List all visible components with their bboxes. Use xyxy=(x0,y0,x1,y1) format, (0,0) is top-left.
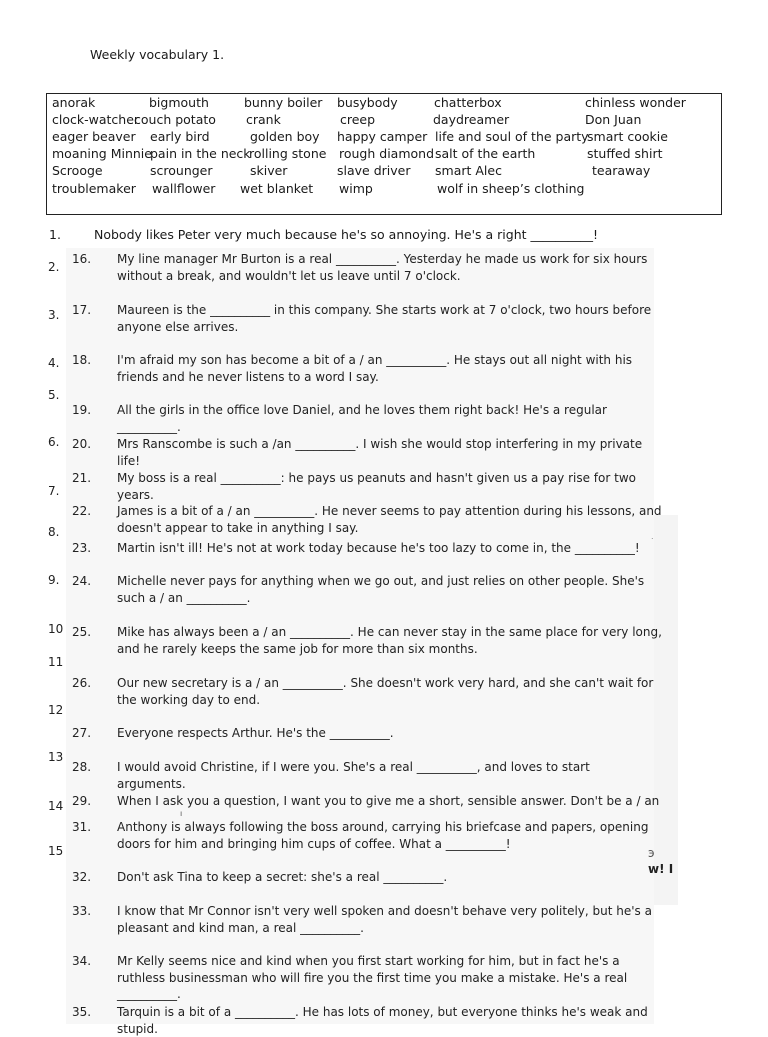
margin-line-number: 8. xyxy=(48,525,60,539)
question-number: 1. xyxy=(49,227,61,242)
vocab-word: happy camper xyxy=(337,129,428,144)
question-number: 24. xyxy=(72,574,92,588)
vocab-word: crank xyxy=(246,112,281,127)
question-number: 28. xyxy=(72,760,92,774)
worksheet-title: Weekly vocabulary 1. xyxy=(90,47,225,62)
question-text: My line manager Mr Burton is a real __________. Yesterday he made us work for six hours without a break, and wouldn't let us leave until 7 o'clock. xyxy=(117,252,648,283)
vocab-word: couch potato xyxy=(134,112,216,127)
vocab-word: life and soul of the party xyxy=(435,129,589,144)
vocab-word: smart Alec xyxy=(435,163,502,178)
question-number: 17. xyxy=(72,303,92,317)
vocab-word: tearaway xyxy=(592,163,651,178)
vocab-word: slave driver xyxy=(337,163,411,178)
question-number: 32. xyxy=(72,870,92,884)
vocab-word: busybody xyxy=(337,95,398,110)
stray-dot: . xyxy=(651,532,654,541)
question-text: My boss is a real __________: he pays us peanuts and hasn't given us a pay rise for two years. xyxy=(117,471,636,502)
vocab-word: skiver xyxy=(250,163,288,178)
stray-mark: ı xyxy=(180,809,183,818)
fragment-line-1: э xyxy=(648,846,655,860)
margin-line-number: 15 xyxy=(48,844,64,858)
question-number: 35. xyxy=(72,1005,92,1019)
question-number: 25. xyxy=(72,625,92,639)
margin-line-number: 10 xyxy=(48,622,64,636)
vocab-word: salt of the earth xyxy=(435,146,536,161)
question-number: 21. xyxy=(72,471,92,485)
vocab-word: wimp xyxy=(339,181,373,196)
question-number: 34. xyxy=(72,954,92,968)
question-number: 23. xyxy=(72,541,92,555)
margin-line-number: 5. xyxy=(48,388,60,402)
vocab-word: daydreamer xyxy=(433,112,510,127)
vocab-word: wet blanket xyxy=(240,181,314,196)
question-text: Mrs Ranscombe is such a /an __________. I wish she would stop interfering in my private life! xyxy=(117,437,643,468)
question-text: Anthony is always following the boss around, carrying his briefcase and papers, opening doors for him and bringing him cups of coffee. What a __________! xyxy=(117,820,649,851)
question-number: 33. xyxy=(72,904,92,918)
question-text: Don't ask Tina to keep a secret: she's a real __________. xyxy=(117,870,448,884)
question-1 xyxy=(49,227,599,242)
question-text: I know that Mr Connor isn't very well spoken and doesn't behave very politely, but he's a pleasant and kind man, a real __________. xyxy=(117,904,652,935)
vocab-word: bunny boiler xyxy=(244,95,323,110)
question-number: 22. xyxy=(72,504,92,518)
question-text: James is a bit of a / an __________. He never seems to pay attention during his lessons, and doesn't appear to take in anything I say. xyxy=(117,504,662,535)
question-text: Michelle never pays for anything when we go out, and just relies on other people. She's such a / an __________. xyxy=(117,574,645,605)
vocab-word: Scrooge xyxy=(52,163,103,178)
question-number: 29. xyxy=(72,794,92,808)
vocab-word: smart cookie xyxy=(587,129,668,144)
vocab-word: bigmouth xyxy=(149,95,209,110)
question-text: All the girls in the office love Daniel, and he loves them right back! He's a regular __________. xyxy=(117,403,607,434)
vocab-word: chatterbox xyxy=(434,95,502,110)
vocab-word: scrounger xyxy=(150,163,213,178)
question-text: I'm afraid my son has become a bit of a / an __________. He stays out all night with his friends and he never listens to a word I say. xyxy=(117,353,633,384)
vocab-word: troublemaker xyxy=(52,181,136,196)
question-text: Nobody likes Peter very much because he's so annoying. He's a right __________! xyxy=(94,227,599,242)
question-number: 27. xyxy=(72,726,92,740)
vocab-word: clock-watcher xyxy=(52,112,140,127)
question-number: 31. xyxy=(72,820,92,834)
question-text: Maureen is the __________ in this company. She starts work at 7 o'clock, two hours before anyone else arrives. xyxy=(117,303,652,334)
margin-line-number: 14 xyxy=(48,799,64,813)
vocab-word: chinless wonder xyxy=(585,95,686,110)
margin-line-number: 7. xyxy=(48,484,60,498)
vocab-word: moaning Minnie xyxy=(52,146,152,161)
vocab-word: early bird xyxy=(150,129,210,144)
margin-line-number: 2. xyxy=(48,260,60,274)
vocab-word: Don Juan xyxy=(585,112,642,127)
margin-line-number: 4. xyxy=(48,356,60,370)
margin-line-number: 6. xyxy=(48,435,60,449)
question-number: 19. xyxy=(72,403,92,417)
question-number: 16. xyxy=(72,252,92,266)
question-text: When I ask you a question, I want you to give me a short, sensible answer. Don't be a / an xyxy=(117,794,660,808)
vocab-word: stuffed shirt xyxy=(587,146,663,161)
question-number: 20. xyxy=(72,437,92,451)
margin-line-number: 11 xyxy=(48,655,64,669)
margin-line-number: 3. xyxy=(48,308,60,322)
margin-line-number: 12 xyxy=(48,703,64,717)
question-text: Tarquin is a bit of a __________. He has lots of money, but everyone thinks he's weak and stupid. xyxy=(117,1005,648,1036)
vocab-word: eager beaver xyxy=(52,129,136,144)
vocab-word: rolling stone xyxy=(249,146,327,161)
question-number: 26. xyxy=(72,676,92,690)
question-number: 18. xyxy=(72,353,92,367)
vocab-word: wolf in sheep’s clothing xyxy=(437,181,585,196)
question-text: Everyone respects Arthur. He's the __________. xyxy=(117,726,394,740)
margin-line-number: 13 xyxy=(48,750,64,764)
vocab-word: rough diamond xyxy=(339,146,435,161)
cropped-text-fragment xyxy=(648,845,673,877)
vocab-word: pain in the neck xyxy=(150,146,251,161)
vocab-word: creep xyxy=(340,112,376,127)
question-text: Our new secretary is a / an __________. She doesn't work very hard, and she can't wait for the working day to end. xyxy=(117,676,654,707)
question-text: Martin isn't ill! He's not at work today because he's too lazy to come in, the __________! xyxy=(117,541,640,555)
vocab-word: wallflower xyxy=(152,181,216,196)
vocab-word: anorak xyxy=(52,95,96,110)
margin-line-number: 9. xyxy=(48,573,60,587)
fragment-line-2: w! I xyxy=(648,862,674,876)
question-text: Mr Kelly seems nice and kind when you first start working for him, but in fact he's a ruthless businessman who will fire you the first time you make a mistake. He's a real __________. xyxy=(117,954,628,1001)
vocab-word: golden boy xyxy=(250,129,320,144)
question-text: I would avoid Christine, if I were you. She's a real __________, and loves to start arguments. xyxy=(117,760,590,791)
vocabulary-box xyxy=(46,93,722,215)
question-text: Mike has always been a / an __________. He can never stay in the same place for very long, and he rarely keeps the same job for more than six months. xyxy=(117,625,662,656)
